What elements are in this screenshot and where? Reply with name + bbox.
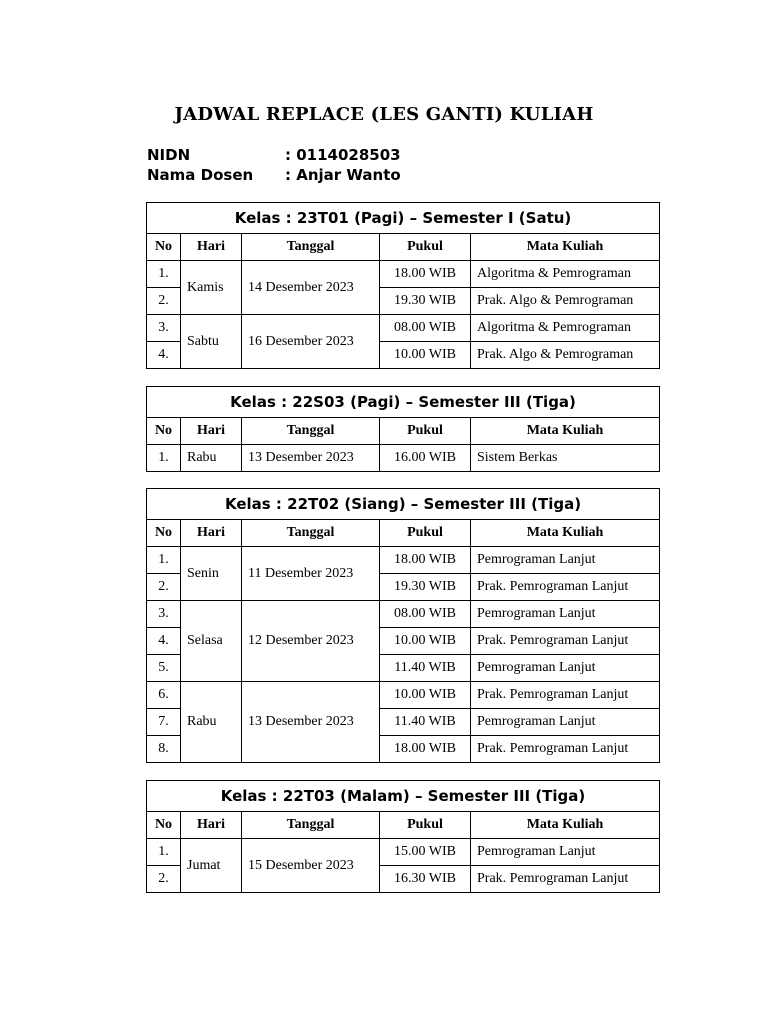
row-number: 3. [147, 601, 181, 628]
row-number: 1. [147, 445, 181, 472]
header-mata-kuliah: Mata Kuliah [471, 520, 660, 547]
header-pukul: Pukul [380, 418, 471, 445]
course-cell: Prak. Pemrograman Lanjut [471, 628, 660, 655]
table-row [147, 445, 660, 472]
date-cell: 12 Desember 2023 [242, 601, 380, 682]
course-cell: Prak. Algo & Pemrograman [471, 342, 660, 369]
nidn-row [147, 145, 401, 165]
row-number: 1. [147, 261, 181, 288]
class-heading: Kelas : 22S03 (Pagi) – Semester III (Tiga) [147, 387, 660, 418]
course-cell: Prak. Pemrograman Lanjut [471, 574, 660, 601]
table-row [147, 601, 660, 628]
course-cell: Pemrograman Lanjut [471, 709, 660, 736]
header-row [147, 812, 660, 839]
row-number: 2. [147, 288, 181, 315]
header-no: No [147, 812, 181, 839]
day-cell: Rabu [181, 445, 242, 472]
class-heading: Kelas : 22T02 (Siang) – Semester III (Tiga) [147, 489, 660, 520]
course-cell: Algoritma & Pemrograman [471, 261, 660, 288]
table-row [147, 261, 660, 288]
page-title: JADWAL REPLACE (LES GANTI) KULIAH [174, 104, 594, 125]
time-cell: 15.00 WIB [380, 839, 471, 866]
header-no: No [147, 520, 181, 547]
header-tanggal: Tanggal [242, 520, 380, 547]
dosen-label: Nama Dosen [147, 166, 254, 184]
header-row [147, 234, 660, 261]
time-cell: 11.40 WIB [380, 709, 471, 736]
schedule-table [146, 202, 660, 369]
header-tanggal: Tanggal [242, 234, 380, 261]
course-cell: Prak. Pemrograman Lanjut [471, 866, 660, 893]
header-tanggal: Tanggal [242, 812, 380, 839]
time-cell: 18.00 WIB [380, 261, 471, 288]
header-mata-kuliah: Mata Kuliah [471, 812, 660, 839]
row-number: 8. [147, 736, 181, 763]
time-cell: 18.00 WIB [380, 736, 471, 763]
nidn-value: : 0114028503 [285, 146, 401, 164]
time-cell: 11.40 WIB [380, 655, 471, 682]
time-cell: 19.30 WIB [380, 574, 471, 601]
course-cell: Pemrograman Lanjut [471, 547, 660, 574]
course-cell: Sistem Berkas [471, 445, 660, 472]
day-cell: Jumat [181, 839, 242, 893]
table-row [147, 547, 660, 574]
header-pukul: Pukul [380, 234, 471, 261]
row-number: 7. [147, 709, 181, 736]
schedule-table [146, 488, 660, 763]
date-cell: 14 Desember 2023 [242, 261, 380, 315]
date-cell: 13 Desember 2023 [242, 445, 380, 472]
header-hari: Hari [181, 520, 242, 547]
lecturer-info [147, 145, 401, 185]
dosen-row [147, 165, 401, 185]
dosen-value: : Anjar Wanto [285, 166, 401, 184]
time-cell: 10.00 WIB [380, 628, 471, 655]
row-number: 4. [147, 342, 181, 369]
day-cell: Selasa [181, 601, 242, 682]
day-cell: Sabtu [181, 315, 242, 369]
class-heading: Kelas : 23T01 (Pagi) – Semester I (Satu) [147, 203, 660, 234]
course-cell: Prak. Pemrograman Lanjut [471, 736, 660, 763]
header-hari: Hari [181, 812, 242, 839]
time-cell: 16.30 WIB [380, 866, 471, 893]
date-cell: 15 Desember 2023 [242, 839, 380, 893]
header-pukul: Pukul [380, 812, 471, 839]
row-number: 5. [147, 655, 181, 682]
date-cell: 16 Desember 2023 [242, 315, 380, 369]
course-cell: Pemrograman Lanjut [471, 601, 660, 628]
time-cell: 10.00 WIB [380, 682, 471, 709]
course-cell: Algoritma & Pemrograman [471, 315, 660, 342]
table-row [147, 839, 660, 866]
time-cell: 16.00 WIB [380, 445, 471, 472]
header-no: No [147, 418, 181, 445]
day-cell: Kamis [181, 261, 242, 315]
header-no: No [147, 234, 181, 261]
header-row [147, 520, 660, 547]
course-cell: Prak. Algo & Pemrograman [471, 288, 660, 315]
header-tanggal: Tanggal [242, 418, 380, 445]
schedule-table [146, 780, 660, 893]
header-row [147, 418, 660, 445]
row-number: 2. [147, 866, 181, 893]
row-number: 1. [147, 547, 181, 574]
row-number: 2. [147, 574, 181, 601]
course-cell: Pemrograman Lanjut [471, 839, 660, 866]
day-cell: Senin [181, 547, 242, 601]
row-number: 6. [147, 682, 181, 709]
date-cell: 11 Desember 2023 [242, 547, 380, 601]
class-heading: Kelas : 22T03 (Malam) – Semester III (Tiga) [147, 781, 660, 812]
header-hari: Hari [181, 234, 242, 261]
time-cell: 08.00 WIB [380, 601, 471, 628]
course-cell: Prak. Pemrograman Lanjut [471, 682, 660, 709]
time-cell: 18.00 WIB [380, 547, 471, 574]
nidn-label: NIDN [147, 146, 191, 164]
time-cell: 08.00 WIB [380, 315, 471, 342]
table-row [147, 682, 660, 709]
time-cell: 19.30 WIB [380, 288, 471, 315]
day-cell: Rabu [181, 682, 242, 763]
row-number: 1. [147, 839, 181, 866]
date-cell: 13 Desember 2023 [242, 682, 380, 763]
header-mata-kuliah: Mata Kuliah [471, 418, 660, 445]
header-pukul: Pukul [380, 520, 471, 547]
header-hari: Hari [181, 418, 242, 445]
row-number: 3. [147, 315, 181, 342]
header-mata-kuliah: Mata Kuliah [471, 234, 660, 261]
row-number: 4. [147, 628, 181, 655]
course-cell: Pemrograman Lanjut [471, 655, 660, 682]
table-row [147, 315, 660, 342]
time-cell: 10.00 WIB [380, 342, 471, 369]
schedule-table [146, 386, 660, 472]
